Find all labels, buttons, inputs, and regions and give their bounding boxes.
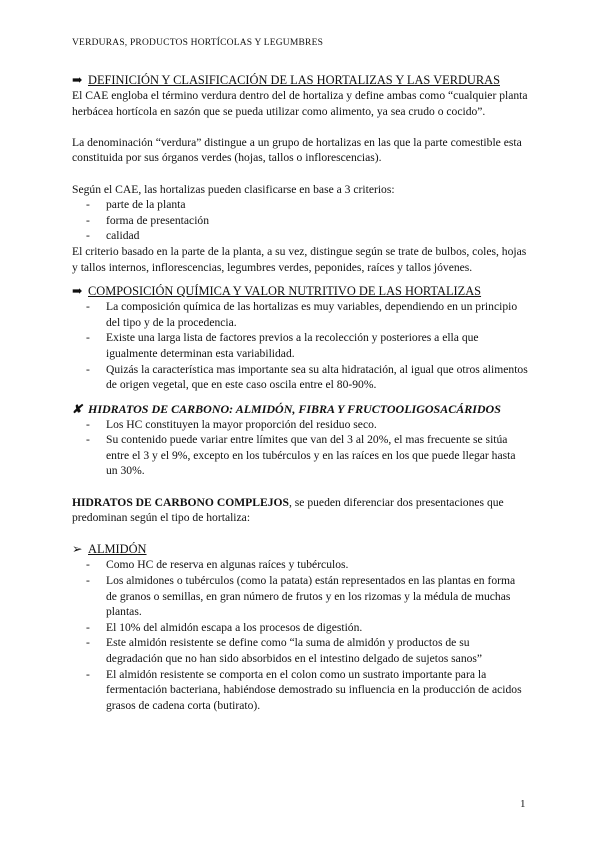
list-item: - Como HC de reserva en algunas raíces y tubérculos.: [72, 557, 528, 573]
subsection-heading-hidratos: [72, 401, 528, 417]
running-header: VERDURAS, PRODUCTOS HORTÍCOLAS Y LEGUMBRES: [72, 38, 324, 48]
list-item: - Su contenido puede variar entre límites que van del 3 al 20%, el mas frecuente se sitúa entre el 3 y el 9%, excepto en los tubérculos y en las raíces en los que puede llegar hasta un 30%.: [72, 432, 528, 479]
paragraph-complejos: [72, 495, 528, 526]
subsection-heading-almidon: [72, 541, 528, 557]
page-number: 1: [520, 798, 526, 810]
right-arrow-icon: ➡: [72, 284, 83, 299]
list-item: - Los almidones o tubérculos (como la patata) están representados en las plantas en forma de granos o semillas, en gran número de frutos y en los rizomas y la médula de muchas plantas.: [72, 573, 528, 620]
list-item: - La composición química de las hortalizas es muy variables, dependiendo en un principio del tipo y de la procedencia.: [72, 299, 528, 330]
paragraph: Según el CAE, las hortalizas pueden clasificarse en base a 3 criterios:: [72, 182, 395, 196]
paragraph: La denominación “verdura” distingue a un grupo de hortalizas en las que la parte comestible esta constituida por sus órganos verdes (hojas, tallos o inflorescencias).: [72, 135, 522, 165]
section-heading-definicion: [72, 72, 528, 88]
list-item: - Los HC constituyen la mayor proporción del residuo seco.: [72, 417, 528, 433]
hidratos-list: [72, 417, 528, 479]
arrowhead-icon: ➢: [72, 542, 83, 557]
document-body: [72, 72, 528, 713]
subsection-title: HIDRATOS DE CARBONO: ALMIDÓN, FIBRA Y FRUCTOOLIGOSACÁRIDOS: [88, 401, 501, 416]
list-item: - forma de presentación: [72, 213, 528, 229]
right-arrow-icon: ➡: [72, 73, 83, 87]
paragraph: El CAE engloba el término verdura dentro del de hortaliza y define ambas como “cualquier planta herbácea hortícola en sazón que se pueda utilizar como alimento, ya sea crudo o cocido”.: [72, 89, 528, 118]
list-item: - parte de la planta: [72, 197, 528, 213]
list-item: - Quizás la característica mas importante sea su alta hidratación, al igual que otros alimentos de origen vegetal, que en este caso oscila entre el 80-90%.: [72, 362, 528, 393]
list-item: - Existe una larga lista de factores previos a la recolección y posteriores a ella que igualmente determinan esta variabilidad.: [72, 330, 528, 361]
section-title: DEFINICIÓN Y CLASIFICACIÓN DE LAS HORTALIZAS Y LAS VERDURAS: [88, 73, 500, 87]
subsection-title: ALMIDÓN: [88, 542, 147, 557]
section-heading-composicion: [72, 283, 528, 299]
paragraph: El criterio basado en la parte de la planta, a su vez, distingue según se trate de bulbos, coles, hojas y tallos internos, inflorescencias, legumbres verdes, peponides, raíces y tallos jóvenes.: [72, 244, 527, 274]
cross-mark-icon: ✘: [72, 401, 83, 416]
almidon-list: [72, 557, 528, 713]
section-title: COMPOSICIÓN QUÍMICA Y VALOR NUTRITIVO DE LAS HORTALIZAS: [88, 284, 482, 299]
paragraph-text: , se pueden diferenciar dos presentaciones que predominan según el tipo de hortaliza:: [72, 495, 504, 525]
composition-list: [72, 299, 528, 393]
list-item: - El almidón resistente se comporta en el colon como un sustrato importante para la fermentación bacteriana, habiéndose demostrado su influencia en la producción de acidos grasos de cadena corta (butirato).: [72, 667, 528, 714]
bold-term: HIDRATOS DE CARBONO COMPLEJOS: [72, 495, 289, 509]
list-item: - Este almidón resistente se define como “la suma de almidón y productos de su degradación que no han sido absorbidos en el intestino delgado de sujetos sanos”: [72, 635, 528, 666]
list-item: - calidad: [72, 228, 528, 244]
criteria-list: [72, 197, 528, 244]
list-item: - El 10% del almidón escapa a los procesos de digestión.: [72, 620, 528, 636]
